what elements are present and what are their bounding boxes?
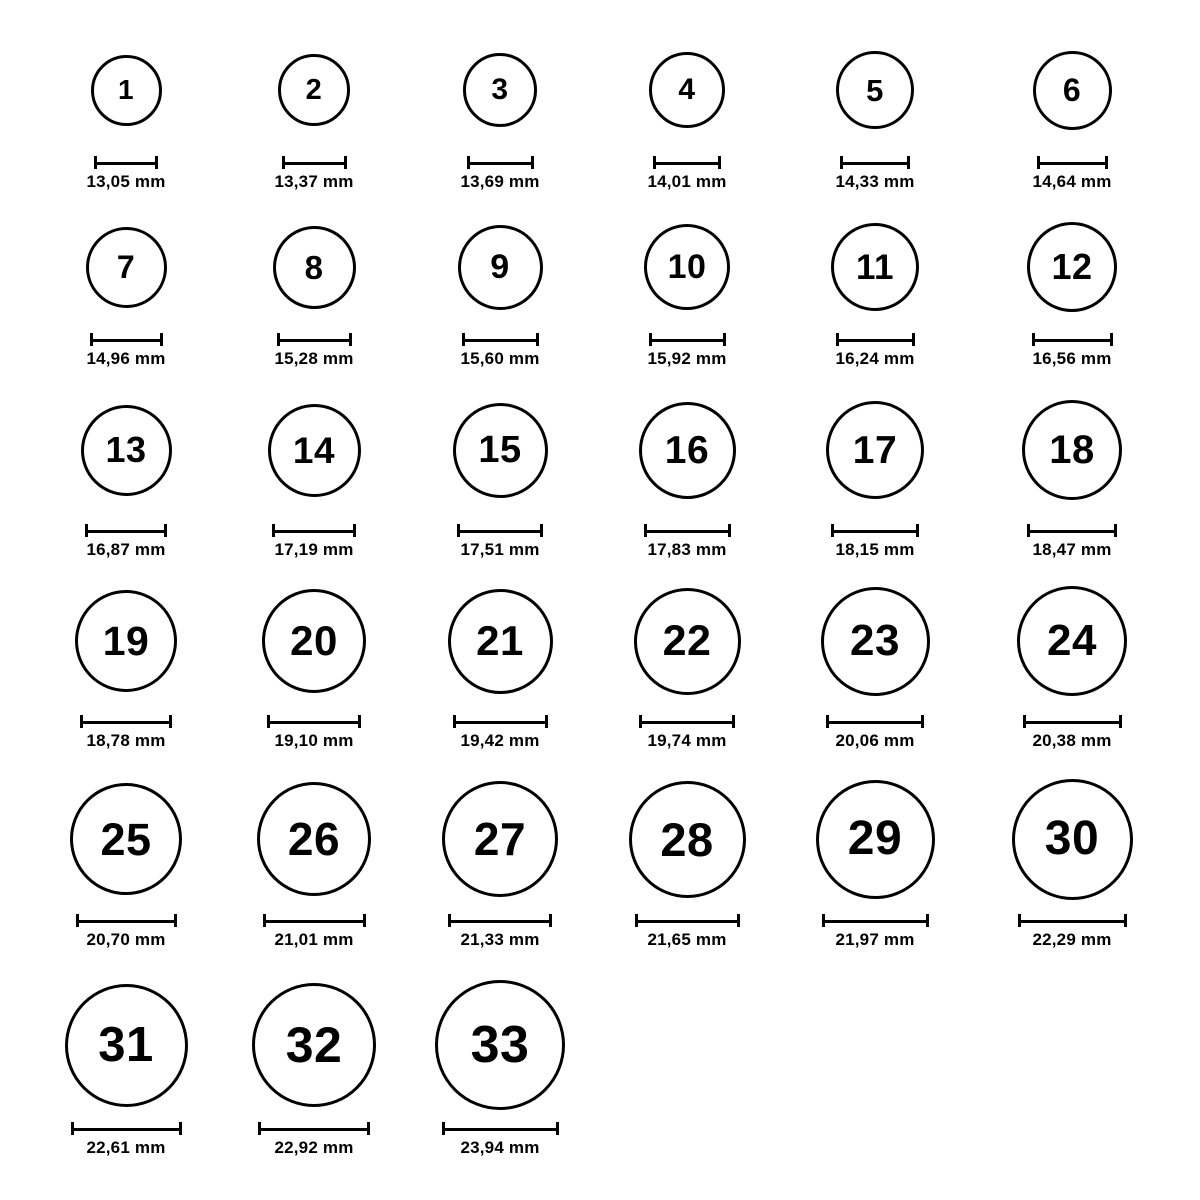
ring-circle xyxy=(257,782,371,896)
dimension-bar-icon xyxy=(467,156,534,168)
ring-size-number: 27 xyxy=(473,813,527,865)
dimension-bar-icon xyxy=(644,524,731,536)
ring-diameter-label: 16,87 mm xyxy=(86,540,166,559)
ring-size-number: 10 xyxy=(667,248,707,286)
ring-diameter-label: 18,47 mm xyxy=(1032,540,1112,559)
ring-circle xyxy=(262,589,366,693)
ring-circle xyxy=(70,783,182,895)
ring-dimension xyxy=(836,333,915,369)
ring-diameter-label: 14,33 mm xyxy=(835,172,915,191)
ring-circle xyxy=(453,403,548,498)
ring-dimension xyxy=(647,156,727,192)
dimension-bar-icon xyxy=(263,914,366,926)
ring-size-cell xyxy=(649,52,725,128)
ring-size-cell xyxy=(278,54,350,126)
ring-diameter-label: 17,19 mm xyxy=(274,540,354,559)
ring-circle xyxy=(65,984,188,1107)
ring-size-cell xyxy=(448,589,553,694)
ring-diameter-label: 18,15 mm xyxy=(835,540,915,559)
ring-circle xyxy=(1033,51,1112,130)
ring-size-cell xyxy=(463,53,537,127)
dimension-bar-icon xyxy=(462,333,539,345)
ring-size-cell xyxy=(86,227,167,308)
ring-size-number: 21 xyxy=(476,617,524,664)
ring-size-cell xyxy=(1033,51,1112,130)
ring-diameter-label: 16,56 mm xyxy=(1032,349,1112,368)
ring-size-cell xyxy=(65,984,188,1107)
ring-size-cell xyxy=(1012,779,1133,900)
dimension-bar-icon xyxy=(277,333,352,345)
ring-circle xyxy=(649,52,725,128)
ring-circle xyxy=(252,983,376,1107)
ring-dimension xyxy=(826,715,924,751)
ring-size-cell xyxy=(70,783,182,895)
ring-size-number: 5 xyxy=(866,72,884,108)
ring-diameter-label: 22,61 mm xyxy=(86,1138,166,1157)
ring-diameter-label: 13,37 mm xyxy=(274,172,354,191)
ring-size-number: 16 xyxy=(664,428,710,472)
dimension-bar-icon xyxy=(442,1122,559,1134)
ring-size-cell xyxy=(816,780,935,899)
ring-diameter-label: 19,10 mm xyxy=(274,731,354,750)
ring-dimension xyxy=(86,156,166,192)
dimension-bar-icon xyxy=(90,333,163,345)
ring-diameter-label: 21,65 mm xyxy=(647,930,727,949)
ring-circle xyxy=(634,588,741,695)
ring-diameter-label: 20,06 mm xyxy=(835,731,915,750)
dimension-bar-icon xyxy=(94,156,158,168)
ring-circle xyxy=(75,590,177,692)
ring-size-number: 19 xyxy=(102,617,150,664)
ring-circle xyxy=(91,55,162,126)
ring-diameter-label: 23,94 mm xyxy=(460,1138,540,1157)
ring-size-number: 17 xyxy=(852,428,898,472)
ring-dimension xyxy=(460,156,540,192)
ring-dimension xyxy=(649,333,726,369)
dimension-bar-icon xyxy=(282,156,347,168)
ring-circle xyxy=(1022,400,1122,500)
ring-dimension xyxy=(1023,715,1122,751)
ring-size-number: 2 xyxy=(305,73,323,106)
ring-diameter-label: 15,92 mm xyxy=(647,349,727,368)
ring-diameter-label: 16,24 mm xyxy=(835,349,915,368)
ring-dimension xyxy=(272,524,356,560)
ring-size-cell xyxy=(836,51,914,129)
ring-circle xyxy=(1017,586,1127,696)
ring-circle xyxy=(1027,222,1117,312)
ring-size-cell xyxy=(262,589,366,693)
dimension-bar-icon xyxy=(80,715,172,727)
ring-size-cell xyxy=(634,588,741,695)
dimension-bar-icon xyxy=(822,914,929,926)
ring-diameter-label: 14,64 mm xyxy=(1032,172,1112,191)
ring-diameter-label: 21,97 mm xyxy=(835,930,915,949)
ring-diameter-label: 21,33 mm xyxy=(460,930,540,949)
ring-dimension xyxy=(835,156,915,192)
ring-size-number: 1 xyxy=(117,74,135,105)
ring-diameter-label: 19,74 mm xyxy=(647,731,727,750)
ring-size-number: 24 xyxy=(1047,616,1097,665)
dimension-bar-icon xyxy=(85,524,167,536)
ring-circle xyxy=(268,404,361,497)
ring-size-cell xyxy=(644,224,730,310)
ring-dimension xyxy=(831,524,919,560)
dimension-bar-icon xyxy=(453,715,548,727)
ring-diameter-label: 15,60 mm xyxy=(460,349,540,368)
ring-circle xyxy=(435,980,565,1110)
ring-diameter-label: 13,69 mm xyxy=(460,172,540,191)
ring-size-cell xyxy=(1027,222,1117,312)
ring-size-number: 13 xyxy=(105,429,147,470)
ring-dimension xyxy=(267,715,361,751)
ring-circle xyxy=(639,402,736,499)
ring-size-cell xyxy=(831,223,919,311)
dimension-bar-icon xyxy=(1037,156,1108,168)
ring-dimension xyxy=(80,715,172,751)
ring-dimension xyxy=(274,156,354,192)
ring-circle xyxy=(86,227,167,308)
ring-size-number: 32 xyxy=(285,1017,343,1073)
dimension-bar-icon xyxy=(76,914,177,926)
ring-dimension xyxy=(442,1122,559,1158)
ring-dimension xyxy=(258,1122,370,1158)
ring-diameter-label: 18,78 mm xyxy=(86,731,166,750)
ring-size-cell xyxy=(257,782,371,896)
ring-dimension xyxy=(1027,524,1117,560)
ring-dimension xyxy=(1032,156,1112,192)
ring-circle xyxy=(442,781,558,897)
ring-diameter-label: 22,92 mm xyxy=(274,1138,354,1157)
ring-diameter-label: 13,05 mm xyxy=(86,172,166,191)
ring-diameter-label: 17,83 mm xyxy=(647,540,727,559)
ring-dimension xyxy=(1018,914,1127,950)
ring-size-number: 30 xyxy=(1044,812,1100,865)
ring-dimension xyxy=(86,333,166,369)
ring-size-number: 15 xyxy=(478,429,522,471)
dimension-bar-icon xyxy=(258,1122,370,1134)
ring-size-number: 23 xyxy=(850,616,900,665)
dimension-bar-icon xyxy=(639,715,735,727)
ring-size-cell xyxy=(435,980,565,1110)
ring-circle xyxy=(458,225,543,310)
ring-dimension xyxy=(644,524,731,560)
ring-diameter-label: 21,01 mm xyxy=(274,930,354,949)
ring-dimension xyxy=(457,524,543,560)
dimension-bar-icon xyxy=(826,715,924,727)
dimension-bar-icon xyxy=(840,156,910,168)
dimension-bar-icon xyxy=(831,524,919,536)
ring-dimension xyxy=(639,715,735,751)
ring-diameter-label: 14,96 mm xyxy=(86,349,166,368)
ring-diameter-label: 22,29 mm xyxy=(1032,930,1112,949)
ring-size-cell xyxy=(453,403,548,498)
dimension-bar-icon xyxy=(1027,524,1117,536)
ring-size-number: 12 xyxy=(1051,246,1093,287)
ring-circle xyxy=(826,401,924,499)
ring-size-cell xyxy=(639,402,736,499)
ring-diameter-label: 15,28 mm xyxy=(274,349,354,368)
ring-dimension xyxy=(462,333,539,369)
ring-diameter-label: 19,42 mm xyxy=(460,731,540,750)
ring-size-number: 26 xyxy=(287,813,341,865)
ring-size-number: 11 xyxy=(856,247,894,287)
ring-circle xyxy=(448,589,553,694)
dimension-bar-icon xyxy=(267,715,361,727)
dimension-bar-icon xyxy=(71,1122,182,1134)
ring-size-cell xyxy=(826,401,924,499)
ring-circle xyxy=(821,587,930,696)
ring-diameter-label: 17,51 mm xyxy=(460,540,540,559)
ring-size-number: 20 xyxy=(290,617,338,664)
dimension-bar-icon xyxy=(1018,914,1127,926)
ring-dimension xyxy=(71,1122,182,1158)
ring-size-cell xyxy=(268,404,361,497)
ring-size-number: 18 xyxy=(1049,428,1095,472)
dimension-bar-icon xyxy=(457,524,543,536)
ring-diameter-label: 20,70 mm xyxy=(86,930,166,949)
dimension-bar-icon xyxy=(272,524,356,536)
ring-size-cell xyxy=(1017,586,1127,696)
ring-dimension xyxy=(453,715,548,751)
ring-size-cell xyxy=(1022,400,1122,500)
ring-size-number: 8 xyxy=(304,248,324,286)
ring-size-cell xyxy=(273,226,356,309)
ring-dimension xyxy=(274,333,354,369)
ring-dimension xyxy=(76,914,177,950)
ring-size-number: 29 xyxy=(847,812,903,865)
ring-size-number: 25 xyxy=(100,813,152,865)
ring-diameter-label: 20,38 mm xyxy=(1032,731,1112,750)
ring-size-cell xyxy=(75,590,177,692)
ring-circle xyxy=(463,53,537,127)
ring-size-number: 4 xyxy=(678,73,696,106)
ring-size-number: 7 xyxy=(116,249,136,285)
dimension-bar-icon xyxy=(635,914,740,926)
ring-circle xyxy=(278,54,350,126)
ring-size-cell xyxy=(821,587,930,696)
ring-size-cell xyxy=(458,225,543,310)
dimension-bar-icon xyxy=(653,156,721,168)
ring-size-number: 28 xyxy=(660,812,714,866)
ring-size-number: 3 xyxy=(491,73,509,106)
ring-dimension xyxy=(635,914,740,950)
dimension-bar-icon xyxy=(1032,333,1113,345)
dimension-bar-icon xyxy=(649,333,726,345)
ring-diameter-label: 14,01 mm xyxy=(647,172,727,191)
ring-size-cell xyxy=(442,781,558,897)
dimension-bar-icon xyxy=(836,333,915,345)
ring-circle xyxy=(273,226,356,309)
ring-dimension xyxy=(263,914,366,950)
ring-size-number: 9 xyxy=(490,248,510,286)
ring-circle xyxy=(836,51,914,129)
ring-size-cell xyxy=(252,983,376,1107)
ring-size-number: 14 xyxy=(292,429,336,471)
ring-size-cell xyxy=(629,781,746,898)
dimension-bar-icon xyxy=(448,914,552,926)
ring-circle xyxy=(831,223,919,311)
ring-dimension xyxy=(822,914,929,950)
dimension-bar-icon xyxy=(1023,715,1122,727)
ring-size-cell xyxy=(91,55,162,126)
ring-circle xyxy=(644,224,730,310)
ring-size-number: 33 xyxy=(470,1016,530,1074)
ring-dimension xyxy=(1032,333,1113,369)
ring-circle xyxy=(629,781,746,898)
ring-size-number: 22 xyxy=(662,616,712,665)
ring-size-number: 31 xyxy=(98,1017,154,1072)
ring-circle xyxy=(816,780,935,899)
ring-dimension xyxy=(85,524,167,560)
ring-circle xyxy=(1012,779,1133,900)
ring-circle xyxy=(81,405,172,496)
ring-size-cell xyxy=(81,405,172,496)
ring-size-number: 6 xyxy=(1062,72,1082,108)
ring-dimension xyxy=(448,914,552,950)
